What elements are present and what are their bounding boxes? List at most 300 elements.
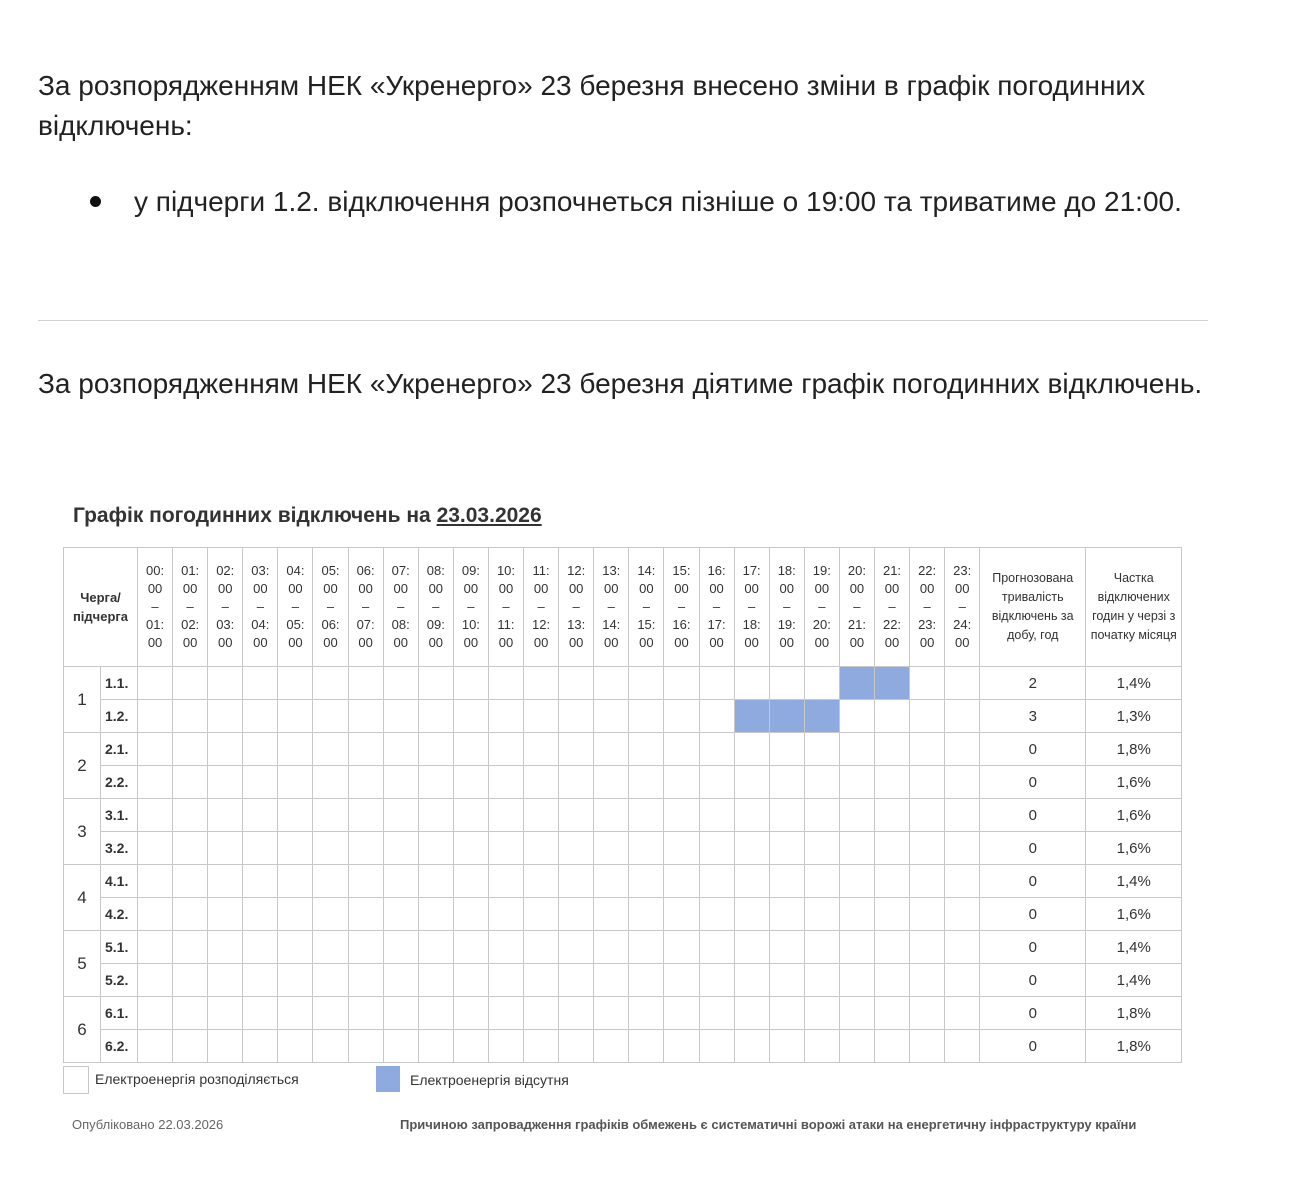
hour-cell-on <box>208 733 243 766</box>
hour-cell-on <box>839 733 874 766</box>
hour-cell-on <box>313 733 348 766</box>
hour-label-part: – <box>572 599 580 614</box>
hour-cell-on <box>874 799 909 832</box>
hour-label-part: – <box>853 599 861 614</box>
hour-cell-on <box>313 865 348 898</box>
hour-cell-on <box>453 700 488 733</box>
hour-label-part: – <box>467 599 475 614</box>
hour-cell-on <box>524 733 559 766</box>
hour-cell-on <box>488 667 523 700</box>
hour-cell-on <box>769 865 804 898</box>
hour-cell-on <box>769 832 804 865</box>
subqueue-label: 5.2. <box>101 964 138 997</box>
share-value: 1,6% <box>1086 799 1182 832</box>
hour-cell-on <box>348 964 383 997</box>
hour-cell-on <box>804 931 839 964</box>
hour-cell-on <box>734 997 769 1030</box>
hour-cell-on <box>804 766 839 799</box>
header-hour-16 <box>699 548 734 667</box>
hour-label-part: 00 <box>358 581 373 596</box>
hour-label-part: 11: <box>532 563 550 578</box>
hour-label-part: 13: <box>567 617 586 632</box>
hour-cell-on <box>734 964 769 997</box>
hour-cell-on <box>734 1030 769 1063</box>
hour-cell-on <box>138 997 173 1030</box>
hour-cell-on <box>734 667 769 700</box>
hour-cell-on <box>945 865 980 898</box>
hour-cell-on <box>278 997 313 1030</box>
hour-cell-on <box>243 799 278 832</box>
hour-label-part: 00 <box>674 581 689 596</box>
hour-cell-on <box>278 667 313 700</box>
hour-cell-on <box>418 898 453 931</box>
update-notice-text: За розпорядженням НЕК «Укренерго» 23 березня внесено зміни в графік погодинних відключень: <box>38 70 1146 141</box>
duration-value: 0 <box>980 1030 1086 1063</box>
hour-cell-on <box>243 865 278 898</box>
hour-label-part: 00 <box>218 635 233 650</box>
header-hour-13 <box>594 548 629 667</box>
hour-label-part: 09: <box>426 617 445 632</box>
hour-cell-on <box>278 733 313 766</box>
header-hour-2 <box>208 548 243 667</box>
hour-cell-off <box>804 700 839 733</box>
header-hour-18 <box>769 548 804 667</box>
hour-cell-on <box>804 1030 839 1063</box>
hour-cell-on <box>453 832 488 865</box>
schedule-date: 23.03.2026 <box>436 504 542 527</box>
hour-cell-on <box>769 766 804 799</box>
hour-cell-on <box>453 898 488 931</box>
hour-label-part: 23: <box>953 563 972 578</box>
hour-cell-on <box>208 931 243 964</box>
hour-cell-on <box>804 997 839 1030</box>
share-value: 1,6% <box>1086 832 1182 865</box>
hour-cell-on <box>453 865 488 898</box>
hour-cell-on <box>173 964 208 997</box>
hour-cell-on <box>734 865 769 898</box>
hour-cell-on <box>208 964 243 997</box>
hour-cell-on <box>488 1030 523 1063</box>
hour-cell-on <box>664 700 699 733</box>
hour-label-part: 00 <box>919 581 935 596</box>
hour-cell-on <box>769 898 804 931</box>
hour-cell-on <box>173 733 208 766</box>
hour-cell-on <box>664 766 699 799</box>
hour-cell-on <box>453 1030 488 1063</box>
hour-cell-on <box>383 997 418 1030</box>
hour-label-part: 24: <box>953 617 972 632</box>
hour-label-part: 13: <box>602 563 621 578</box>
hour-label-part: 00: <box>146 563 165 578</box>
hour-label-part: 06: <box>356 563 375 578</box>
queue-number: 2 <box>64 733 101 799</box>
hour-label-part: 21: <box>882 563 902 578</box>
hour-cell-on <box>138 1030 173 1063</box>
hour-cell-on <box>348 667 383 700</box>
hour-cell-on <box>243 766 278 799</box>
hour-label-part: 00 <box>533 635 549 650</box>
hour-cell-on <box>734 931 769 964</box>
hour-cell-on <box>945 799 980 832</box>
hour-cell-on <box>488 700 523 733</box>
hour-cell-on <box>559 898 594 931</box>
hour-cell-on <box>559 964 594 997</box>
hour-label-part: 10: <box>461 617 480 632</box>
hour-cell-on <box>313 964 348 997</box>
hour-label-part: 00 <box>288 581 303 596</box>
header-hour-6 <box>348 548 383 667</box>
hour-cell-on <box>839 997 874 1030</box>
hour-cell-on <box>278 700 313 733</box>
hour-label-part: 00 <box>147 635 163 650</box>
hour-cell-on <box>559 766 594 799</box>
hour-cell-on <box>418 733 453 766</box>
hour-label-part: 00 <box>323 581 338 596</box>
hour-cell-on <box>383 1030 418 1063</box>
duration-value: 0 <box>980 997 1086 1030</box>
hour-cell-on <box>313 832 348 865</box>
hour-cell-on <box>524 898 559 931</box>
hour-cell-on <box>629 700 664 733</box>
hour-cell-on <box>348 832 383 865</box>
hour-cell-on <box>945 667 980 700</box>
hour-cell-on <box>874 931 909 964</box>
hour-cell-on <box>874 733 909 766</box>
table-row <box>64 964 1182 997</box>
subqueue-label: 2.1. <box>101 733 138 766</box>
hour-label-part: – <box>923 599 931 614</box>
header-hour-23 <box>945 548 980 667</box>
hour-label-part: 08: <box>391 617 410 632</box>
hour-cell-on <box>488 997 523 1030</box>
hour-cell-on <box>699 997 734 1030</box>
hour-cell-on <box>769 997 804 1030</box>
hour-cell-on <box>418 997 453 1030</box>
hour-cell-on <box>524 700 559 733</box>
duration-value: 2 <box>980 667 1086 700</box>
hour-label-part: – <box>537 599 545 614</box>
duration-value: 0 <box>980 799 1086 832</box>
hour-cell-on <box>243 700 278 733</box>
hour-cell-on <box>488 865 523 898</box>
hour-cell-on <box>559 865 594 898</box>
share-value: 1,8% <box>1086 733 1182 766</box>
hour-cell-on <box>804 667 839 700</box>
duration-value: 0 <box>980 898 1086 931</box>
hour-cell-on <box>208 766 243 799</box>
hour-label-part: 00 <box>498 635 514 650</box>
hour-cell-on <box>383 766 418 799</box>
hour-cell-on <box>910 832 945 865</box>
hour-cell-on <box>594 931 629 964</box>
hour-label-part: – <box>361 599 370 614</box>
header-hour-15 <box>664 548 699 667</box>
hour-cell-on <box>594 667 629 700</box>
header-hour-22 <box>910 548 945 667</box>
hour-cell-on <box>804 832 839 865</box>
hour-cell-on <box>208 700 243 733</box>
hour-cell-on <box>629 667 664 700</box>
hour-cell-on <box>208 1030 243 1063</box>
hour-cell-on <box>699 766 734 799</box>
hour-cell-on <box>173 1030 208 1063</box>
hour-cell-on <box>524 799 559 832</box>
share-value: 1,3% <box>1086 700 1182 733</box>
header-hour-8 <box>418 548 453 667</box>
hour-cell-on <box>243 1030 278 1063</box>
hour-cell-on <box>524 931 559 964</box>
hour-label-part: 22: <box>918 563 937 578</box>
hour-label-part: – <box>888 599 896 614</box>
hour-cell-on <box>734 799 769 832</box>
hour-cell-on <box>559 733 594 766</box>
hour-cell-on <box>173 667 208 700</box>
hour-label-part: 03: <box>216 617 235 632</box>
hour-cell-on <box>488 766 523 799</box>
hour-cell-on <box>138 931 173 964</box>
hour-label-part: 00 <box>288 635 303 650</box>
hour-cell-on <box>173 700 208 733</box>
hour-label-part: 15: <box>637 617 656 632</box>
hour-cell-on <box>243 964 278 997</box>
share-value: 1,6% <box>1086 898 1182 931</box>
hour-cell-on <box>453 931 488 964</box>
share-value: 1,6% <box>1086 766 1182 799</box>
hour-cell-on <box>699 964 734 997</box>
hour-label-part: 00 <box>849 581 865 596</box>
hour-cell-on <box>734 832 769 865</box>
hour-cell-on <box>348 799 383 832</box>
hour-cell-on <box>348 733 383 766</box>
hour-cell-on <box>874 766 909 799</box>
header-hour-21 <box>874 548 909 667</box>
hour-cell-on <box>874 964 909 997</box>
duration-value: 0 <box>980 766 1086 799</box>
hour-label-part: – <box>432 599 440 614</box>
hour-cell-on <box>278 898 313 931</box>
hour-cell-on <box>629 733 664 766</box>
table-row <box>64 733 1182 766</box>
hour-cell-on <box>173 832 208 865</box>
hour-label-part: 00 <box>323 635 338 650</box>
hour-cell-on <box>699 865 734 898</box>
hour-cell-on <box>138 799 173 832</box>
hour-cell-on <box>348 997 383 1030</box>
hour-cell-on <box>945 733 980 766</box>
hour-cell-on <box>524 667 559 700</box>
hour-cell-on <box>804 964 839 997</box>
hour-cell-on <box>208 898 243 931</box>
hour-cell-on <box>839 832 874 865</box>
hour-cell-on <box>313 898 348 931</box>
legend-power-off-label: Електроенергія відсутня <box>410 1072 569 1088</box>
hour-cell-on <box>524 1030 559 1063</box>
hour-label-part: 09: <box>461 563 480 578</box>
duration-value: 0 <box>980 832 1086 865</box>
duration-value: 0 <box>980 964 1086 997</box>
hour-label-part: 07: <box>356 617 375 632</box>
hour-cell-on <box>664 898 699 931</box>
hour-label-part: – <box>151 599 159 614</box>
header-hour-3 <box>243 548 278 667</box>
hour-cell-on <box>945 964 980 997</box>
hour-cell-on <box>664 964 699 997</box>
hour-cell-on <box>173 865 208 898</box>
share-value: 1,4% <box>1086 931 1182 964</box>
hour-label-part: 02: <box>181 617 200 632</box>
hour-label-part: 14: <box>602 617 621 632</box>
hour-cell-on <box>594 766 629 799</box>
table-row <box>64 799 1182 832</box>
hour-label-part: 16: <box>672 617 691 632</box>
hour-cell-on <box>138 865 173 898</box>
hour-label-part: 20: <box>812 617 831 632</box>
hour-label-part: 00 <box>568 635 584 650</box>
hour-label-part: 06: <box>321 617 340 632</box>
hour-cell-on <box>453 733 488 766</box>
header-hour-11 <box>524 548 559 667</box>
hour-cell-on <box>348 700 383 733</box>
hour-cell-on <box>804 898 839 931</box>
hour-cell-on <box>418 865 453 898</box>
hour-cell-on <box>348 865 383 898</box>
share-value: 1,4% <box>1086 667 1182 700</box>
hour-cell-on <box>664 667 699 700</box>
hour-cell-on <box>664 1030 699 1063</box>
hour-cell-on <box>313 667 348 700</box>
header-hour-17 <box>734 548 769 667</box>
header-hour-20 <box>839 548 874 667</box>
duration-value: 0 <box>980 931 1086 964</box>
subqueue-label: 2.2. <box>101 766 138 799</box>
hour-cell-on <box>945 700 980 733</box>
hour-label-part: – <box>502 599 510 614</box>
hour-cell-on <box>769 667 804 700</box>
hour-label-part: 00 <box>498 581 514 596</box>
hour-cell-on <box>488 832 523 865</box>
hour-cell-on <box>383 667 418 700</box>
hour-cell-on <box>138 964 173 997</box>
hour-label-part: 18: <box>777 563 796 578</box>
hour-cell-on <box>208 799 243 832</box>
hour-cell-on <box>243 832 278 865</box>
share-value: 1,8% <box>1086 997 1182 1030</box>
schedule-title-prefix: Графік погодинних відключень на <box>73 504 431 527</box>
header-hour-4 <box>278 548 313 667</box>
hour-cell-on <box>278 1030 313 1063</box>
hour-cell-on <box>945 766 980 799</box>
hour-cell-on <box>594 799 629 832</box>
hour-cell-on <box>664 799 699 832</box>
hour-label-part: 00 <box>849 635 865 650</box>
hour-cell-on <box>910 1030 945 1063</box>
hour-cell-on <box>243 733 278 766</box>
hour-cell-on <box>874 865 909 898</box>
hour-label-part: 10: <box>496 563 516 578</box>
hour-cell-on <box>945 898 980 931</box>
header-hour-5 <box>313 548 348 667</box>
queue-number: 3 <box>64 799 101 865</box>
hour-label-part: 22: <box>882 617 902 632</box>
queue-number: 4 <box>64 865 101 931</box>
hour-label-part: 00 <box>358 635 373 650</box>
hour-cell-on <box>348 1030 383 1063</box>
hour-cell-on <box>629 865 664 898</box>
hour-cell-on <box>769 931 804 964</box>
hour-cell-on <box>769 1030 804 1063</box>
hour-label-part: 00 <box>919 635 935 650</box>
hour-cell-on <box>383 700 418 733</box>
hour-label-part: 15: <box>672 563 691 578</box>
hour-cell-on <box>138 667 173 700</box>
hour-cell-on <box>559 799 594 832</box>
hour-cell-on <box>383 799 418 832</box>
share-value: 1,8% <box>1086 1030 1182 1063</box>
hour-cell-on <box>488 799 523 832</box>
share-value: 1,4% <box>1086 964 1182 997</box>
hour-cell-on <box>839 964 874 997</box>
hour-label-part: – <box>221 599 229 614</box>
hour-cell-on <box>594 733 629 766</box>
hour-cell-on <box>453 799 488 832</box>
hour-cell-on <box>945 997 980 1030</box>
hour-cell-on <box>173 898 208 931</box>
hour-cell-on <box>874 997 909 1030</box>
hour-label-part: – <box>607 599 615 614</box>
hour-cell-on <box>910 964 945 997</box>
cause-note: Причиною запровадження графіків обмежень є систематичні ворожі атаки на енергетичну інфраструктуру країни <box>400 1117 1137 1132</box>
hour-cell-on <box>278 799 313 832</box>
hour-label-part: – <box>677 599 686 614</box>
hour-label-part: – <box>958 599 966 614</box>
hour-cell-on <box>138 700 173 733</box>
hour-label-part: 00 <box>182 635 198 650</box>
hour-label-part: – <box>291 599 300 614</box>
hour-cell-on <box>559 832 594 865</box>
hour-cell-on <box>173 766 208 799</box>
hour-cell-on <box>839 799 874 832</box>
hour-cell-on <box>629 1030 664 1063</box>
hour-cell-on <box>629 964 664 997</box>
header-hour-10 <box>488 548 523 667</box>
hour-cell-on <box>664 832 699 865</box>
hour-label-part: 00 <box>428 635 444 650</box>
subqueue-label: 1.2. <box>101 700 138 733</box>
hour-cell-on <box>208 865 243 898</box>
hour-label-part: 00 <box>393 581 408 596</box>
hour-cell-on <box>453 667 488 700</box>
hour-cell-on <box>804 865 839 898</box>
hour-cell-on <box>734 898 769 931</box>
legend-power-off-swatch <box>376 1066 400 1092</box>
hour-cell-on <box>594 865 629 898</box>
hour-label-part: 04: <box>286 563 305 578</box>
hour-label-part: 00 <box>709 635 724 650</box>
subqueue-label: 5.1. <box>101 931 138 964</box>
hour-cell-on <box>243 898 278 931</box>
hour-label-part: 00 <box>954 635 970 650</box>
hour-label-part: 19: <box>777 617 796 632</box>
hour-cell-on <box>313 931 348 964</box>
bullet-text: у підчерги 1.2. відключення розпочнеться пізніше о 19:00 та триватиме до 21:00. <box>134 186 1182 217</box>
duration-value: 0 <box>980 865 1086 898</box>
hour-label-part: 00 <box>568 581 584 596</box>
hour-cell-on <box>945 931 980 964</box>
hour-cell-on <box>839 700 874 733</box>
hour-label-part: 01: <box>146 617 165 632</box>
hour-label-part: 04: <box>251 617 270 632</box>
header-hour-1 <box>173 548 208 667</box>
